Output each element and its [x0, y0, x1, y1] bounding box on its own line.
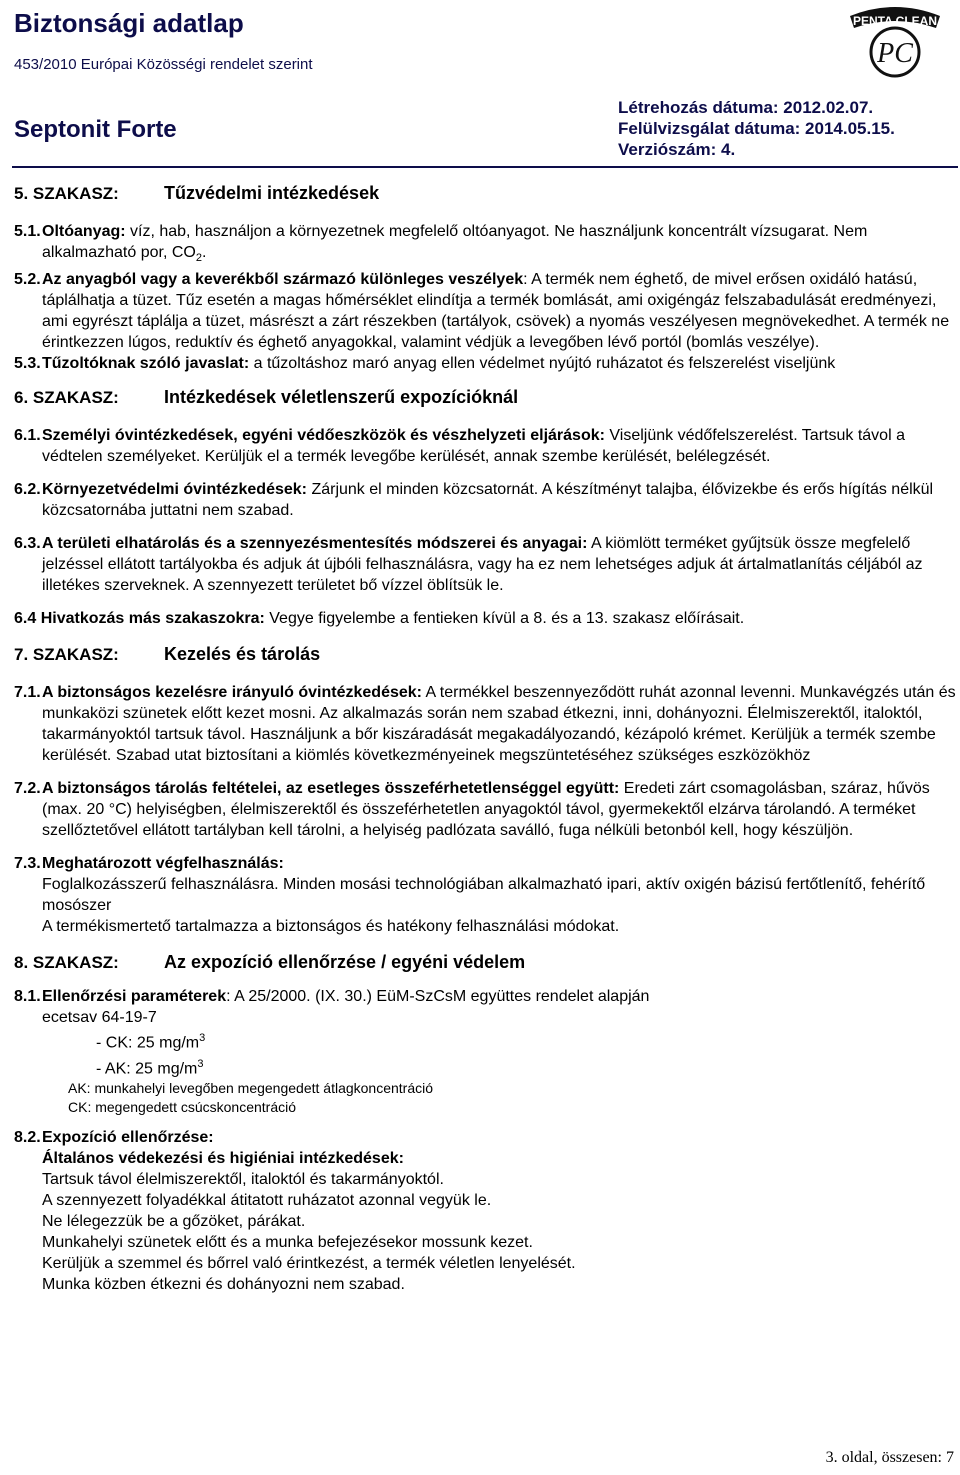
paragraph-5-3: 5.3.Tűzoltóknak szóló javaslat: a tűzoltáshoz maró anyag ellen védelmet nyújtó ruházatot és felszerelést viseljünk: [14, 355, 836, 373]
version: Verziószám: 4.: [618, 140, 736, 159]
created-date: Létrehozás dátuma: 2012.02.07.: [618, 98, 874, 117]
paragraph-7-3: 7.3.Meghatározott végfelhasználás: Foglalkozásszerű felhasználásra. Minden mosási technológiában alkalmazható ipari, aktív oxigén bázisú fertőtlenítő, fehérítő mosószer A termékismertető tartalmazza a biztonságos és hatékony felhasználási módokat.: [14, 853, 958, 937]
section-6-heading: [14, 386, 958, 409]
hygiene-line: Ne lélegezzük be a gőzöket, párákat.: [42, 1212, 306, 1230]
header-rule: [12, 166, 958, 168]
section-5-heading: [14, 182, 958, 205]
company-logo: [840, 2, 950, 82]
document-title: Biztonsági adatlap: [14, 8, 244, 38]
section-number: 6. SZAKASZ:: [14, 388, 119, 408]
hygiene-line: Munka közben étkezni és dohányozni nem szabad.: [42, 1275, 405, 1293]
paragraph-5-2: 5.2.Az anyagból vagy a keverékből származó különleges veszélyek: A termék nem éghető, de mivel erősen oxidáló hatású, táplálhatja a tüzet. Tűz esetén a magas hőmérséklet elindítja a termék bomlását, ami oxigéngáz felszabadulását eredményezi, ami egyrészt táplálja a tüzet, másrészt a zárt részekben (tartályok, csövek) a nyomás veszélyesen megnövekedhet. A termék ne érintkezzen lúgos, reduktív és éghető anyagokkal, valamint védjük a levegőben lévő portól (bomlás veszélye).: [14, 271, 950, 352]
paragraph-6-4: 6.4 Hivatkozás más szakaszokra: Vegye figyelembe a fentieken kívül a 8. és a 13. szakasz előírásait.: [14, 610, 745, 628]
section-number: 7. SZAKASZ:: [14, 645, 119, 665]
substance-line: ecetsav 64-19-7: [42, 1009, 157, 1027]
paragraph-7-2: 7.2.A biztonságos tárolás feltételei, az esetleges összeférhetetlenséggel együtt: Eredeti zárt csomagolásban, száraz, hűvös (max. 20 °C) helyiségben, élelmiszerektől és összeférhetetlen anyagoktól távol, gyermekektől elzárva tárolandó. A terméket szellőztetővel ellátott tartályban kell tárolni, a helyiség padlózata saválló, fuga nélküli betonból kell, hogy készüljön.: [14, 780, 930, 840]
ck-definition: CK: megengedett csúcskoncentráció: [68, 1098, 297, 1115]
hygiene-line: A szennyezett folyadékkal átitatott ruházatot azonnal vegyük le.: [42, 1191, 492, 1209]
hygiene-line: Munkahelyi szünetek előtt és a munka befejezésekor mossunk kezet.: [42, 1233, 533, 1251]
regulation-line: 453/2010 Európai Közösségi rendelet szerint: [14, 56, 313, 73]
paragraph-8-1: 8.1.Ellenőrzési paraméterek: A 25/2000. (IX. 30.) EüM-SzCsM együttes rendelet alapján ecetsav 64-19-7 - CK: 25 $mg/m^3$ - AK: 25 $mg/m^3$ AK: munkahelyi levegőben megengedett átlagkoncentráció CK: megengedett csúcskoncentráció: [14, 986, 958, 1117]
usage-line-2: A termékismertető tartalmazza a biztonságos és hatékony felhasználási módokat.: [42, 918, 620, 936]
section-number: 5. SZAKASZ:: [14, 184, 119, 203]
usage-line-1: Foglalkozásszerű felhasználásra. Minden mosási technológiában alkalmazható ipari, aktív oxigén bázisú fertőtlenítő, fehérítő mosószer: [42, 876, 926, 915]
section-7-heading: [14, 643, 958, 666]
revised-date: Felülvizsgálat dátuma: 2014.05.15.: [618, 119, 895, 138]
ck-limit: - CK: 25 $mg/m^3$: [96, 1032, 206, 1052]
ak-definition: AK: munkahelyi levegőben megengedett átlagkoncentráció: [68, 1079, 434, 1096]
hygiene-line: Kerüljük a szemmel és bőrrel való érintkezést, a termék véletlen lenyelését.: [42, 1254, 576, 1272]
section-number: 8. SZAKASZ:: [14, 953, 119, 973]
hygiene-line: Tartsuk távol élelmiszerektől, italoktól és takarmányoktól.: [42, 1170, 444, 1188]
section-title: Intézkedések véletlenszerű expozícióknál: [164, 387, 519, 408]
ak-limit: - AK: 25 $mg/m^3$: [96, 1057, 204, 1077]
date-block: [618, 97, 895, 160]
page-footer: 3. oldal, összesen: 7: [825, 1449, 954, 1466]
hygiene-subheading: Általános védekezési és higiéniai intézkedések:: [42, 1149, 404, 1167]
document-body: [14, 182, 958, 1295]
section-title: Tűzvédelmi intézkedések: [164, 183, 380, 203]
product-name: Septonit Forte: [14, 116, 177, 143]
section-8-heading: [14, 951, 958, 974]
paragraph-6-2: 6.2.Környezetvédelmi óvintézkedések: Zárjunk el minden közcsatornát. A készítményt talajba, élővizekbe és erős hígítás nélkül közcsatornába juttatni nem szabad.: [14, 481, 934, 520]
paragraph-6-3: 6.3.A területi elhatárolás és a szennyezésmentesítés módszerei és anyagai: A kiömlött terméket gyűjtsük össze megfelelő jelzéssel ellátott tartályokba és adjuk át újbóli felhasználásra, vagy ha ez nem lehetséges adjuk át ártalmatlanítás céljából az illetékes szerveknek. A szennyezett területet bő vízzel öblítsük le.: [14, 535, 923, 595]
paragraph-5-1: 5.1.Oltóanyag: víz, hab, használjon a környezetnek megfelelő oltóanyagot. Ne használjunk koncentrált vízsugarat. Nem alkalmazható por, $CO_2$.: [14, 223, 868, 265]
logo-text: PENTA CLEAN: [853, 14, 937, 28]
section-title: Az expozíció ellenőrzése / egyéni védelem: [164, 952, 526, 973]
svg-text:PC: PC: [877, 38, 913, 69]
section-title: Kezelés és tárolás: [164, 644, 321, 665]
paragraph-6-1: 6.1.Személyi óvintézkedések, egyéni védőeszközök és vészhelyzeti eljárások: Viseljünk védőfelszerelést. Tartsuk távol a védtelen személyeket. Kerüljük el a termék levegőbe kerülését, annak szembe kerülését, belélegzését.: [14, 427, 905, 466]
paragraph-8-2: 8.2.Expozíció ellenőrzése: Általános védekezési és higiéniai intézkedések: Tartsuk távol élelmiszerektől, italoktól és takarmányoktól. A szennyezett folyadékkal átitatott ruházatot azonnal vegyük le. Ne lélegezzük be a gőzöket, párákat. Munkahelyi szünetek előtt és a munka befejezésekor mossunk kezet. Kerüljük a szemmel és bőrrel való érintkezést, a termék véletlen lenyelését. Munka közben étkezni és dohányozni nem szabad.: [14, 1127, 958, 1295]
paragraph-7-1: 7.1.A biztonságos kezelésre irányuló óvintézkedések: A termékkel beszennyeződött ruhát azonnal levenni. Munkavégzés után és munkaközi szünetek előtt kezet mosni. Az alkalmazás során nem szabad étkezni, inni, dohányozni. Élelmiszerektől, italoktól, takarmányoktól tartsuk távol. Használjunk a bőr kiszáradását megakadályozandó, kézápoló krémet. Kerüljük a termék szembe kerülését. Szabad utat biztosítani a kiömlés következményeinek megszüntetéséhez szükséges eszközökhöz: [14, 684, 956, 765]
